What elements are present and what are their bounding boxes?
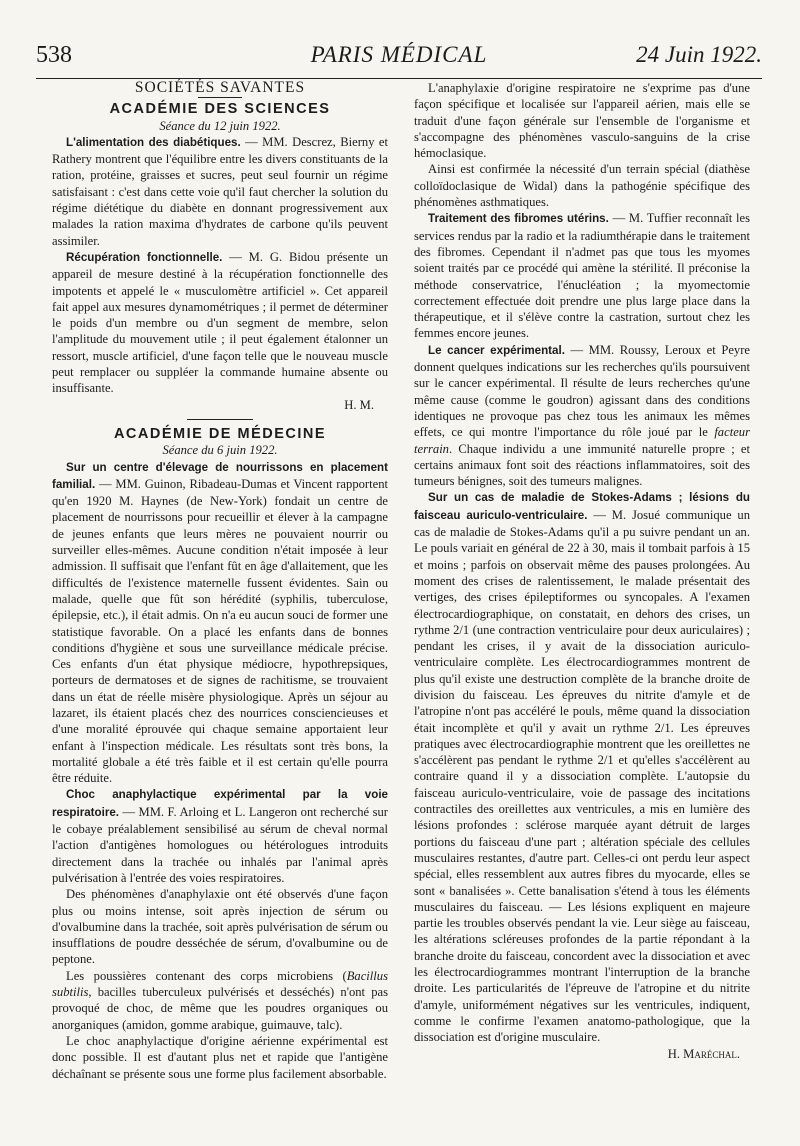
- journal-title: PARIS MÉDICAL: [310, 42, 488, 67]
- section-divider: [187, 419, 253, 420]
- article-cancer: Le cancer expérimental. — MM. Roussy, Leroux et Peyre donnent quelques indications sur les recherches qu'ils poursuivent sur le cancer expérimental. Il résulte de leurs recherches qu'une même cause (comme le goudron) agissant dans des conditions identiques ne provoque pas chez tous les animaux les mêmes effets, ce qui montre l'importance du rôle joué par le facteur terrain. Chaque individu a une immunité naturelle propre ; et certains animaux font soit des réactions inflammatoires, soit des tumeurs bénignes, soit des tumeurs malignes.: [414, 342, 750, 489]
- page-number: 538: [36, 42, 72, 68]
- article-body: — M. G. Bidou présente un appareil de mesure destiné à la récupération fonctionnelle des impotents et appelé le « musculomètre artificiel ». Cet appareil fait appel aux mesures dynamométriques ; il permet de déterminer le poids d'un membre ou d'un segment de membre, selon l'amplitude du mouvement utile ; il peut également étalonner un ressort, muscle artificiel, d'une façon telle que le nouveau muscle peut remplacer ou suppléer la commande humaine absente ou insuffisante.: [52, 249, 388, 396]
- article-heading: Sur un centre d'élevage de nourrissons en placement familial.: [52, 460, 388, 491]
- article-body: — M. Tuffier reconnaît les services rendus par la radio et la radiumthérapie dans le traitement des fibromes. Cependant il n'admet pas que tous les myomes soient traités par ce procédé qui amène la stérilité. Il préconise la méthode conservatrice, l'énucléation ; la myomectomie correctement effectuée doit prendre une plus large place dans la thérapeutique, et il s'élève contre la castration, surtout chez les femmes encore jeunes.: [414, 211, 750, 341]
- paragraph: Le choc anaphylactique d'origine aérienne expérimental est donc possible. Il est d'autant plus net et rapide que l'antigène déchaînant se présente sous une forme plus facilement absorbable.: [52, 1033, 388, 1081]
- article-heading: Choc anaphylactique expérimental par la voie respiratoire.: [52, 788, 388, 819]
- paragraph: L'anaphylaxie d'origine respiratoire ne s'exprime pas d'une façon spécifique et localisée sur l'appareil aérien, mais elle se traduit d'une façon générale sur l'ensemble de l'organisme et s'accompagne des phénomènes vasculo-sanguins de la crise hémoclasique.: [414, 81, 750, 161]
- article-heading: Récupération fonctionnelle.: [66, 250, 223, 264]
- article-body: — MM. F. Arloing et L. Langeron ont recherché sur le cobaye préalablement sensibilisé au sérum de cheval normal l'action d'antigènes homologues ou hétérologues introduits directement dans la trachée ou inhalés par l'animal après pulvérisation à l'entrée des voies respiratoires.: [52, 804, 388, 885]
- article-recuperation: [52, 249, 388, 397]
- article-fibromes: [414, 210, 750, 341]
- article-body: — MM. Descrez, Bierny et Rathery montrent que l'équilibre entre les divers constituants de la ration, protéine, graisses et sucres, peut seul fournir un régime satisfaisant : c'est dans cette voie qu'il faut chercher la solution du régime diététique du diabète en donnant progressivement aux malades la ration maxima d'hydrates de carbone qu'ils peuvent assimiler.: [52, 134, 388, 248]
- signature-marechal: H. Maréchal.: [667, 1046, 740, 1061]
- article-body: — MM. Guinon, Ribadeau-Dumas et Vincent rapportent qu'en 1920 M. Haynes (de New-York) fondait un centre de placement de nourrissons pour recueillir et élever à la campagne de jeunes enfants que leurs mères ne pouvaient nourrir ou surveiller elles-mêmes. Aucune condition n'était imposée à leur admission. Il suffisait que l'enfant fût en âge d'allaitement, que les difficultés de l'existence maternelle fussent évidentes. Sain ou malade, quelle que fût son hérédité (syphilis, tuberculose, épilepsie, etc.), il était admis. On n'a eu aucun souci de former une statistique favorable. On a placé les enfants dans de bonnes conditions d'hygiène et sous une surveillance médicale précise. Ces enfants d'un état physique médiocre, hypothrepsiques, porteurs de dermatoses et de signes de rachitisme, se trouvaient dans un état de réelle misère physiologique. Après un séjour au lazaret, ils étaient placés chez des nourrices consciencieuses et d'une moralité éprouvée qui chaque semaine apportaient leur enfant à l'inspection médicale. Les résultats sont très bons, la mortalité globale a été très faible et il est certain qu'elle pourra être réduite.: [52, 476, 388, 786]
- article-anaphylaxie: [52, 786, 388, 886]
- article-heading: Le cancer expérimental.: [428, 343, 565, 357]
- page-header: [36, 42, 762, 76]
- paragraph: Des phénomènes d'anaphylaxie ont été observés d'une façon plus ou moins intense, soit après injection de sérum ou d'ovalbumine dans la trachée, soit après pulvérisation de sérum ou insufflations de poudre desséchée de sérum, d'ovalbumine ou de peptone.: [52, 887, 388, 967]
- section-divider: [198, 97, 242, 98]
- article-nourrissons: [52, 459, 388, 787]
- right-column: [414, 80, 750, 1062]
- issue-date: 24 Juin 1922.: [636, 42, 762, 67]
- italic-term: Bacillus subtilis: [52, 968, 388, 1000]
- article-body: — M. Josué communique un cas de maladie de Stokes-Adams qu'il a pu suivre pendant un an. Le pouls variait en général de 22 à 30, mais il tombait parfois à 15 et moins ; parfois on observait même des pauses prolongées. Au moment des crises de ralentissement, le malade présentait des vertiges, des crises épileptiformes ou syncopales. A l'examen électrocardiographique, on constatait, en dehors des crises, un rythme 2/1 (une contraction ventriculaire pour deux auriculaires) ; pendant les crises, il y avait de la dissociation auriculo-ventriculaire complète. Les électrocardiogrammes montrent de plus qu'il existe une destruction complète de la branche droite de division du faisceau. Les épreuves du nitrite d'amyle et de l'atropine n'ont pas accéléré le pouls, même quand la dissociation était incomplète et qu'il y avait un rythme 2/1. Les épreuves pratiques avec électrocardiographie montrent que les oreillettes ne s'accélèrent pas pendant le rythme 2/1 et qu'elles s'accélèrent au contraire quand il y a dissociation complète. L'autopsie du faisceau auriculo-ventriculaire, voie de passage des incitations contractiles des oreillettes aux ventricules, a mis en lumière des lésions profondes : sclérose marquée ayant détruit de larges portions du faisceau d'une part ; altération spéciale des cellules musculaires restantes, d'autre part. Celles-ci ont perdu leur aspect spécial, elles ressemblent aux autres fibres du myocarde, elles se sont « banalisées ». Cette banalisation s'étend à tous les éléments musculaires du faisceau. — Les lésions expliquent en majeure partie les troubles observés pendant la vie. Leur siège au faisceau, les altérations scléreuses profondes de la partie répondant à la branche droite du faisceau, concordent avec la dissociation et avec les électrocardiogrammes montrant l'interruption de la branche droite. Les particularités de l'épreuve de l'atropine et du nitrite d'amyle, uniformément négatives sur les ventricules, indiquent, comme le confirme l'examen anatomo-pathologique, que la dissociation est d'origine musculaire.: [414, 507, 750, 1045]
- article-stokes-adams: [414, 489, 750, 1045]
- sciences-session-date: Séance du 12 juin 1922.: [159, 118, 281, 133]
- signature-hm: H. M.: [344, 397, 374, 412]
- left-column: [52, 80, 388, 1082]
- article-heading: L'alimentation des diabétiques.: [66, 135, 241, 149]
- academy-medecine-title: ACADÉMIE DE MÉDECINE: [113, 425, 327, 442]
- section-title: SOCIÉTÉS SAVANTES: [134, 79, 306, 96]
- academy-sciences-title: ACADÉMIE DES SCIENCES: [109, 101, 331, 118]
- article-heading: Sur un cas de maladie de Stokes-Adams ; lésions du faisceau auriculo-ventriculaire.: [414, 491, 750, 522]
- article-diabetes: [52, 134, 388, 249]
- article-heading: Traitement des fibromes utérins.: [428, 212, 609, 226]
- paragraph: Les poussières contenant des corps microbiens (Bacillus subtilis, bacilles tuberculeux pulvérisés et desséchés) n'ont pas provoqué de choc, de même que les poudres organiques ou anorganiques (amidon, gomme arabique, guimauve, talc).: [52, 968, 388, 1032]
- paragraph: Ainsi est confirmée la nécessité d'un terrain spécial (diathèse colloïdoclasique de Widal) dans la pathogénie spécifique des phénomènes asthmatiques.: [414, 162, 750, 210]
- italic-term: facteur terrain: [414, 425, 750, 456]
- medecine-session-date: Séance du 6 juin 1922.: [162, 443, 278, 458]
